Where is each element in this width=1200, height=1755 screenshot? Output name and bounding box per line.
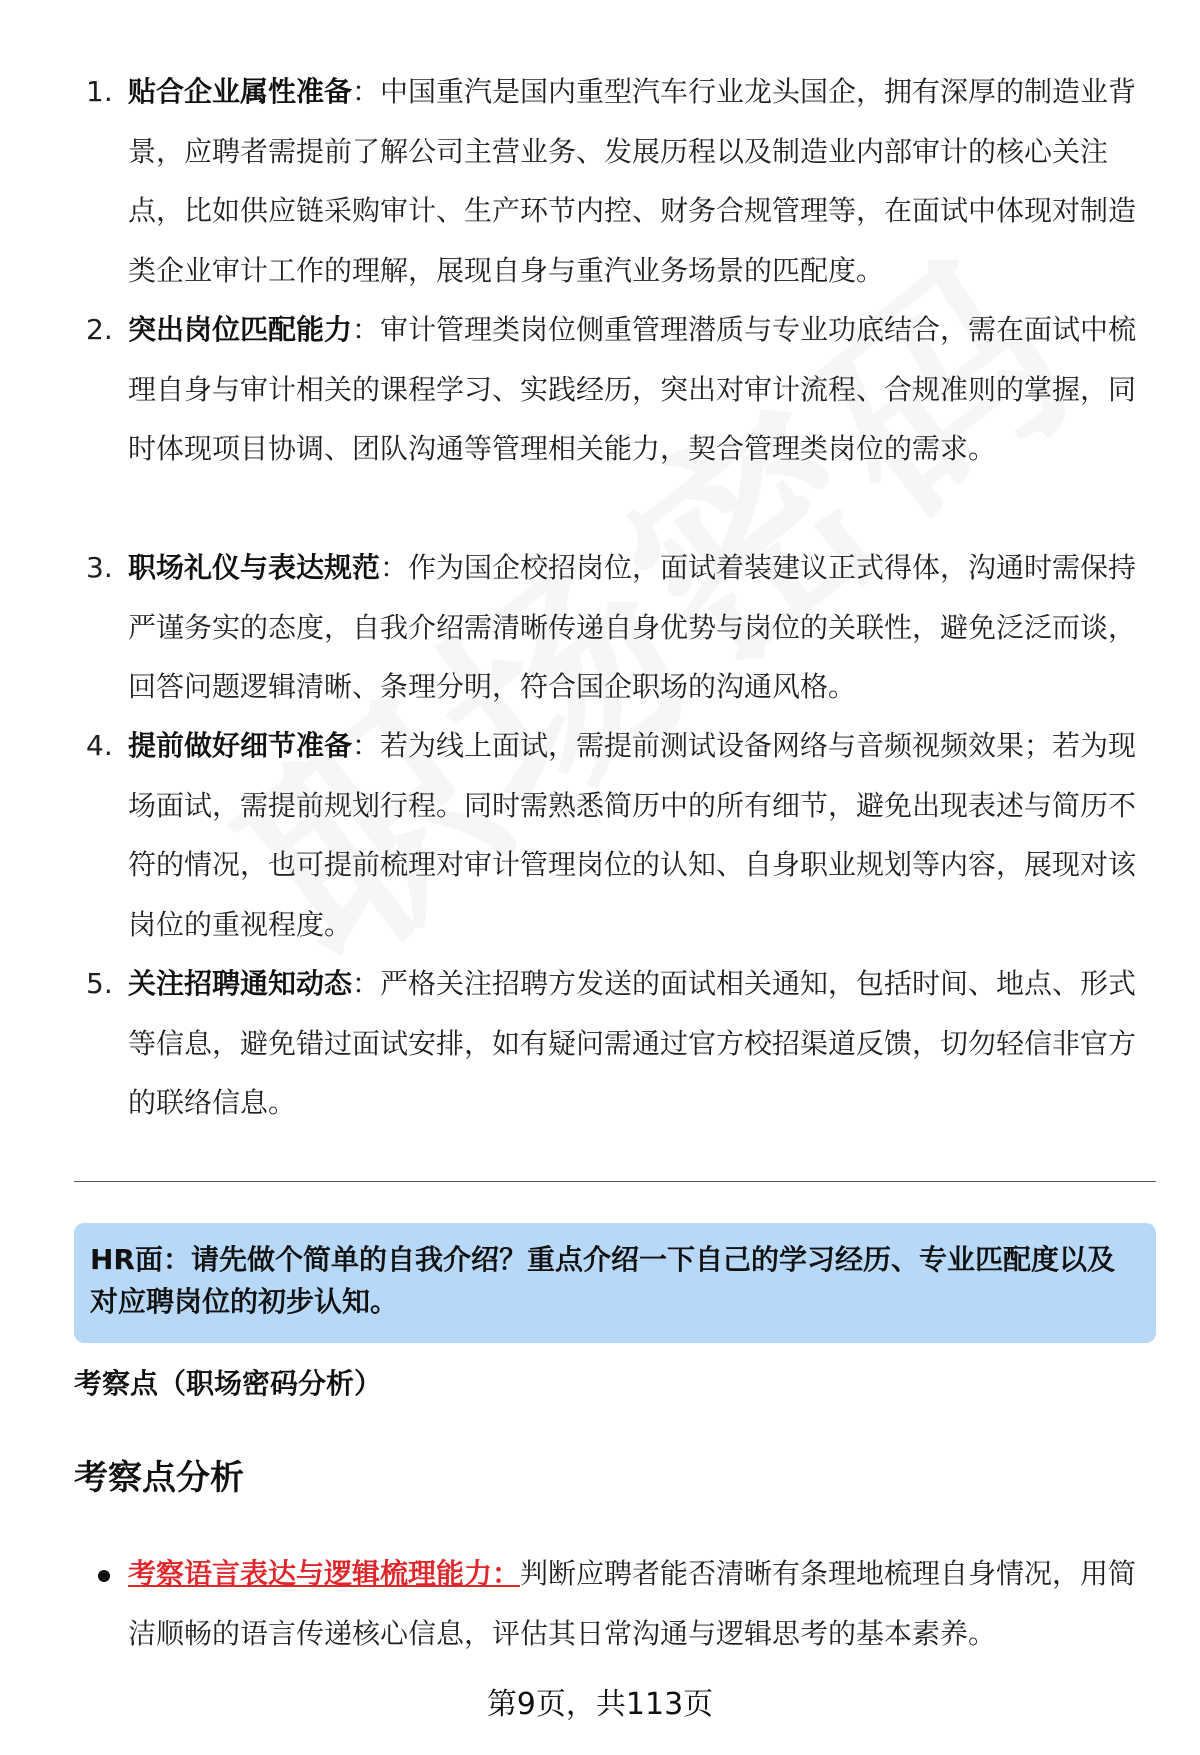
- hr-question-box: [74, 1223, 1156, 1343]
- tips-list: [0, 62, 1200, 1132]
- list-number: 5.: [86, 967, 113, 1000]
- list-item-text: 作为国企校招岗位，面试着装建议正式得体，沟通时需保持严谨务实的态度，自我介绍需清晰传递自身优势与岗位的关联性，避免泛泛而谈，回答问题逻辑清晰、条理分明，符合国企职场的沟通风格。: [128, 551, 1137, 703]
- list-item-separator: ：: [352, 75, 381, 108]
- list-number: 3.: [86, 551, 113, 584]
- list-item-separator: ：: [352, 967, 381, 1000]
- list-item: [0, 62, 1200, 300]
- list-item-title: 职场礼仪与表达规范: [128, 551, 381, 584]
- bullet-highlight: 考察语言表达与逻辑梳理能力：: [128, 1557, 521, 1590]
- list-number: 1.: [86, 75, 113, 108]
- list-item: [0, 716, 1200, 954]
- page-footer: 第9页，共113页: [486, 1687, 714, 1722]
- list-item-title: 突出岗位匹配能力: [128, 313, 353, 346]
- list-item-title: 提前做好细节准备: [128, 729, 353, 762]
- list-item-title: 贴合企业属性准备: [128, 75, 353, 108]
- list-number: 4.: [86, 729, 113, 762]
- list-item-text: 中国重汽是国内重型汽车行业龙头国企，拥有深厚的制造业背景，应聘者需提前了解公司主营业务、发展历程以及制造业内部审计的核心关注点，比如供应链采购审计、生产环节内控、财务合规管理等，在面试中体现对制造类企业审计工作的理解，展现自身与重汽业务场景的匹配度。: [128, 75, 1137, 287]
- section-divider: [74, 1181, 1156, 1182]
- list-item: [0, 300, 1200, 538]
- hr-question-text: HR面：请先做个简单的自我介绍？重点介绍一下自己的学习经历、专业匹配度以及对应聘岗位的初步认知。: [90, 1243, 1115, 1318]
- bullet-item: [0, 1544, 1200, 1664]
- list-item-text: 若为线上面试，需提前测试设备网络与音频视频效果；若为现场面试，需提前规划行程。同时需熟悉简历中的所有细节，避免出现表述与简历不符的情况，也可提前梳理对审计管理岗位的认知、自身职业规划等内容，展现对该岗位的重视程度。: [128, 729, 1137, 941]
- list-item: [0, 954, 1200, 1132]
- list-item-separator: ：: [352, 729, 381, 762]
- sub-heading: 考察点（职场密码分析）: [74, 1367, 383, 1400]
- list-item-text: 审计管理类岗位侧重管理潜质与专业功底结合，需在面试中梳理自身与审计相关的课程学习、实践经历，突出对审计流程、合规准则的掌握，同时体现项目协调、团队沟通等管理相关能力，契合管理类岗位的需求。: [128, 313, 1137, 465]
- list-item-separator: ：: [352, 313, 381, 346]
- list-item: [0, 538, 1200, 716]
- list-item-separator: ：: [380, 551, 409, 584]
- list-item-text: 严格关注招聘方发送的面试相关通知，包括时间、地点、形式等信息，避免错过面试安排，如有疑问需通过官方校招渠道反馈，切勿轻信非官方的联络信息。: [128, 967, 1137, 1119]
- bullet-dot-icon: [98, 1570, 110, 1582]
- section-heading: 考察点分析: [74, 1458, 244, 1498]
- bullet-text: 判断应聘者能否清晰有条理地梳理自身情况，用简洁顺畅的语言传递核心信息，评估其日常沟通与逻辑思考的基本素养。: [128, 1557, 1137, 1650]
- list-number: 2.: [86, 313, 113, 346]
- list-item-title: 关注招聘通知动态: [128, 967, 353, 1000]
